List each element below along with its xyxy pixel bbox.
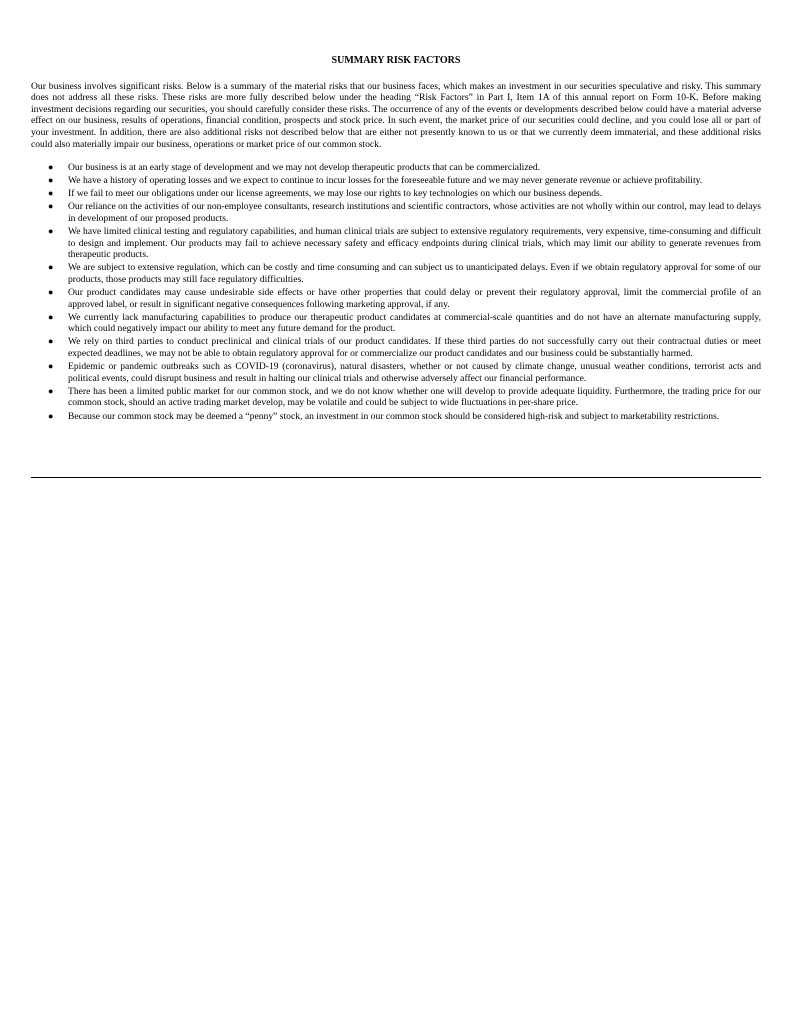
list-item <box>31 287 761 310</box>
risk-text: We rely on third parties to conduct preclinical and clinical trials of our product candidates. If these third parties do not successfully carry out their contractual duties or meet expected deadlines, we may not be able to obtain regulatory approval for or commercialize our product candidates and our business could be substantially harmed. <box>68 336 761 360</box>
risk-text: If we fail to meet our obligations under our license agreements, we may lose our rights to key technologies on which our business depends. <box>68 188 603 200</box>
page-divider <box>31 477 761 478</box>
bullet-icon: ● <box>48 385 54 396</box>
risk-text: Epidemic or pandemic outbreaks such as COVID-19 (coronavirus), natural disasters, whether or not caused by climate change, unusual weather conditions, terrorist acts and political events, could disrupt business and result in halting our clinical trials and otherwise adversely affect our financial performance. <box>68 361 761 384</box>
bullet-icon: ● <box>48 410 54 421</box>
list-item <box>31 226 761 261</box>
risk-text: Because our common stock may be deemed a “penny” stock, an investment in our common stock should be considered high-risk and subject to marketability restrictions. <box>68 410 720 422</box>
list-item <box>31 336 761 359</box>
bullet-icon: ● <box>48 201 54 212</box>
list-item <box>31 201 761 224</box>
document-page <box>31 55 761 424</box>
bullet-icon: ● <box>48 175 54 186</box>
risk-text: Our reliance on the activities of our non-employee consultants, research institutions and scientific contractors, whose activities are not wholly within our control, may lead to delays in development of our proposed products. <box>68 201 761 225</box>
risk-text: Our product candidates may cause undesirable side effects or have other properties that could delay or prevent their regulatory approval, limit the commercial profile of an approved label, or result in significant negative consequences following marketing approval, if any. <box>68 287 761 310</box>
risk-text: There has been a limited public market for our common stock, and we do not know whether one will develop to provide adequate liquidity. Furthermore, the trading price for our common stock, should an active trading market develop, may be volatile and could be subject to wide fluctuations in per-share price. <box>68 385 761 409</box>
risk-text: We have a history of operating losses and we expect to continue to incur losses for the foreseeable future and we may never generate revenue or achieve profitability. <box>68 175 703 187</box>
list-item <box>31 175 761 187</box>
bullet-icon: ● <box>48 287 54 298</box>
bullet-icon: ● <box>48 262 54 273</box>
list-item <box>31 386 761 409</box>
risk-text: Our business is at an early stage of development and we may not develop therapeutic products that can be commercialized. <box>68 162 541 174</box>
risk-text: We currently lack manufacturing capabilities to produce our therapeutic product candidates at commercial-scale quantities and do not have an alternate manufacturing supply, which could negatively impact our ability to meet any future demand for the product. <box>68 311 761 335</box>
bullet-icon: ● <box>48 311 54 322</box>
intro-paragraph: Our business involves significant risks. Below is a summary of the material risks that our business faces, which makes an investment in our securities speculative and risky. This summary does not address all these risks. These risks are more fully described below under the heading “Risk Factors” in Part I, Item 1A of this annual report on Form 10-K. Before making investment decisions regarding our securities, you should carefully consider these risks. The occurrence of any of the events or developments described below could have a material adverse effect on our business, results of operations, financial condition, prospects and stock price. In such event, the market price of our securities could decline, and you could lose all or part of your investment. In addition, there are also additional risks not described below that are either not presently known to us or that we currently deem immaterial, and these additional risks could also materially impair our business, operations or market price of our common stock. <box>31 80 761 150</box>
list-item <box>31 361 761 384</box>
risk-text: We have limited clinical testing and regulatory capabilities, and human clinical trials are subject to extensive regulatory requirements, very expensive, time-consuming and difficult to design and implement. Our products may fail to achieve necessary safety and efficacy endpoints during clinical trials, which may limit our ability to generate revenues from therapeutic products. <box>68 226 761 261</box>
bullet-icon: ● <box>48 226 54 237</box>
list-item <box>31 188 761 200</box>
risk-text: We are subject to extensive regulation, which can be costly and time consuming and can subject us to unanticipated delays. Even if we obtain regulatory approval for some of our products, those products may still face regulatory difficulties. <box>68 262 761 285</box>
list-item <box>31 262 761 285</box>
list-item <box>31 312 761 335</box>
list-item <box>31 411 761 423</box>
risk-list <box>31 162 761 422</box>
bullet-icon: ● <box>48 188 54 199</box>
list-item <box>31 162 761 174</box>
bullet-icon: ● <box>48 336 54 347</box>
page-title: SUMMARY RISK FACTORS <box>331 55 461 66</box>
bullet-icon: ● <box>48 361 54 372</box>
bullet-icon: ● <box>48 162 54 173</box>
